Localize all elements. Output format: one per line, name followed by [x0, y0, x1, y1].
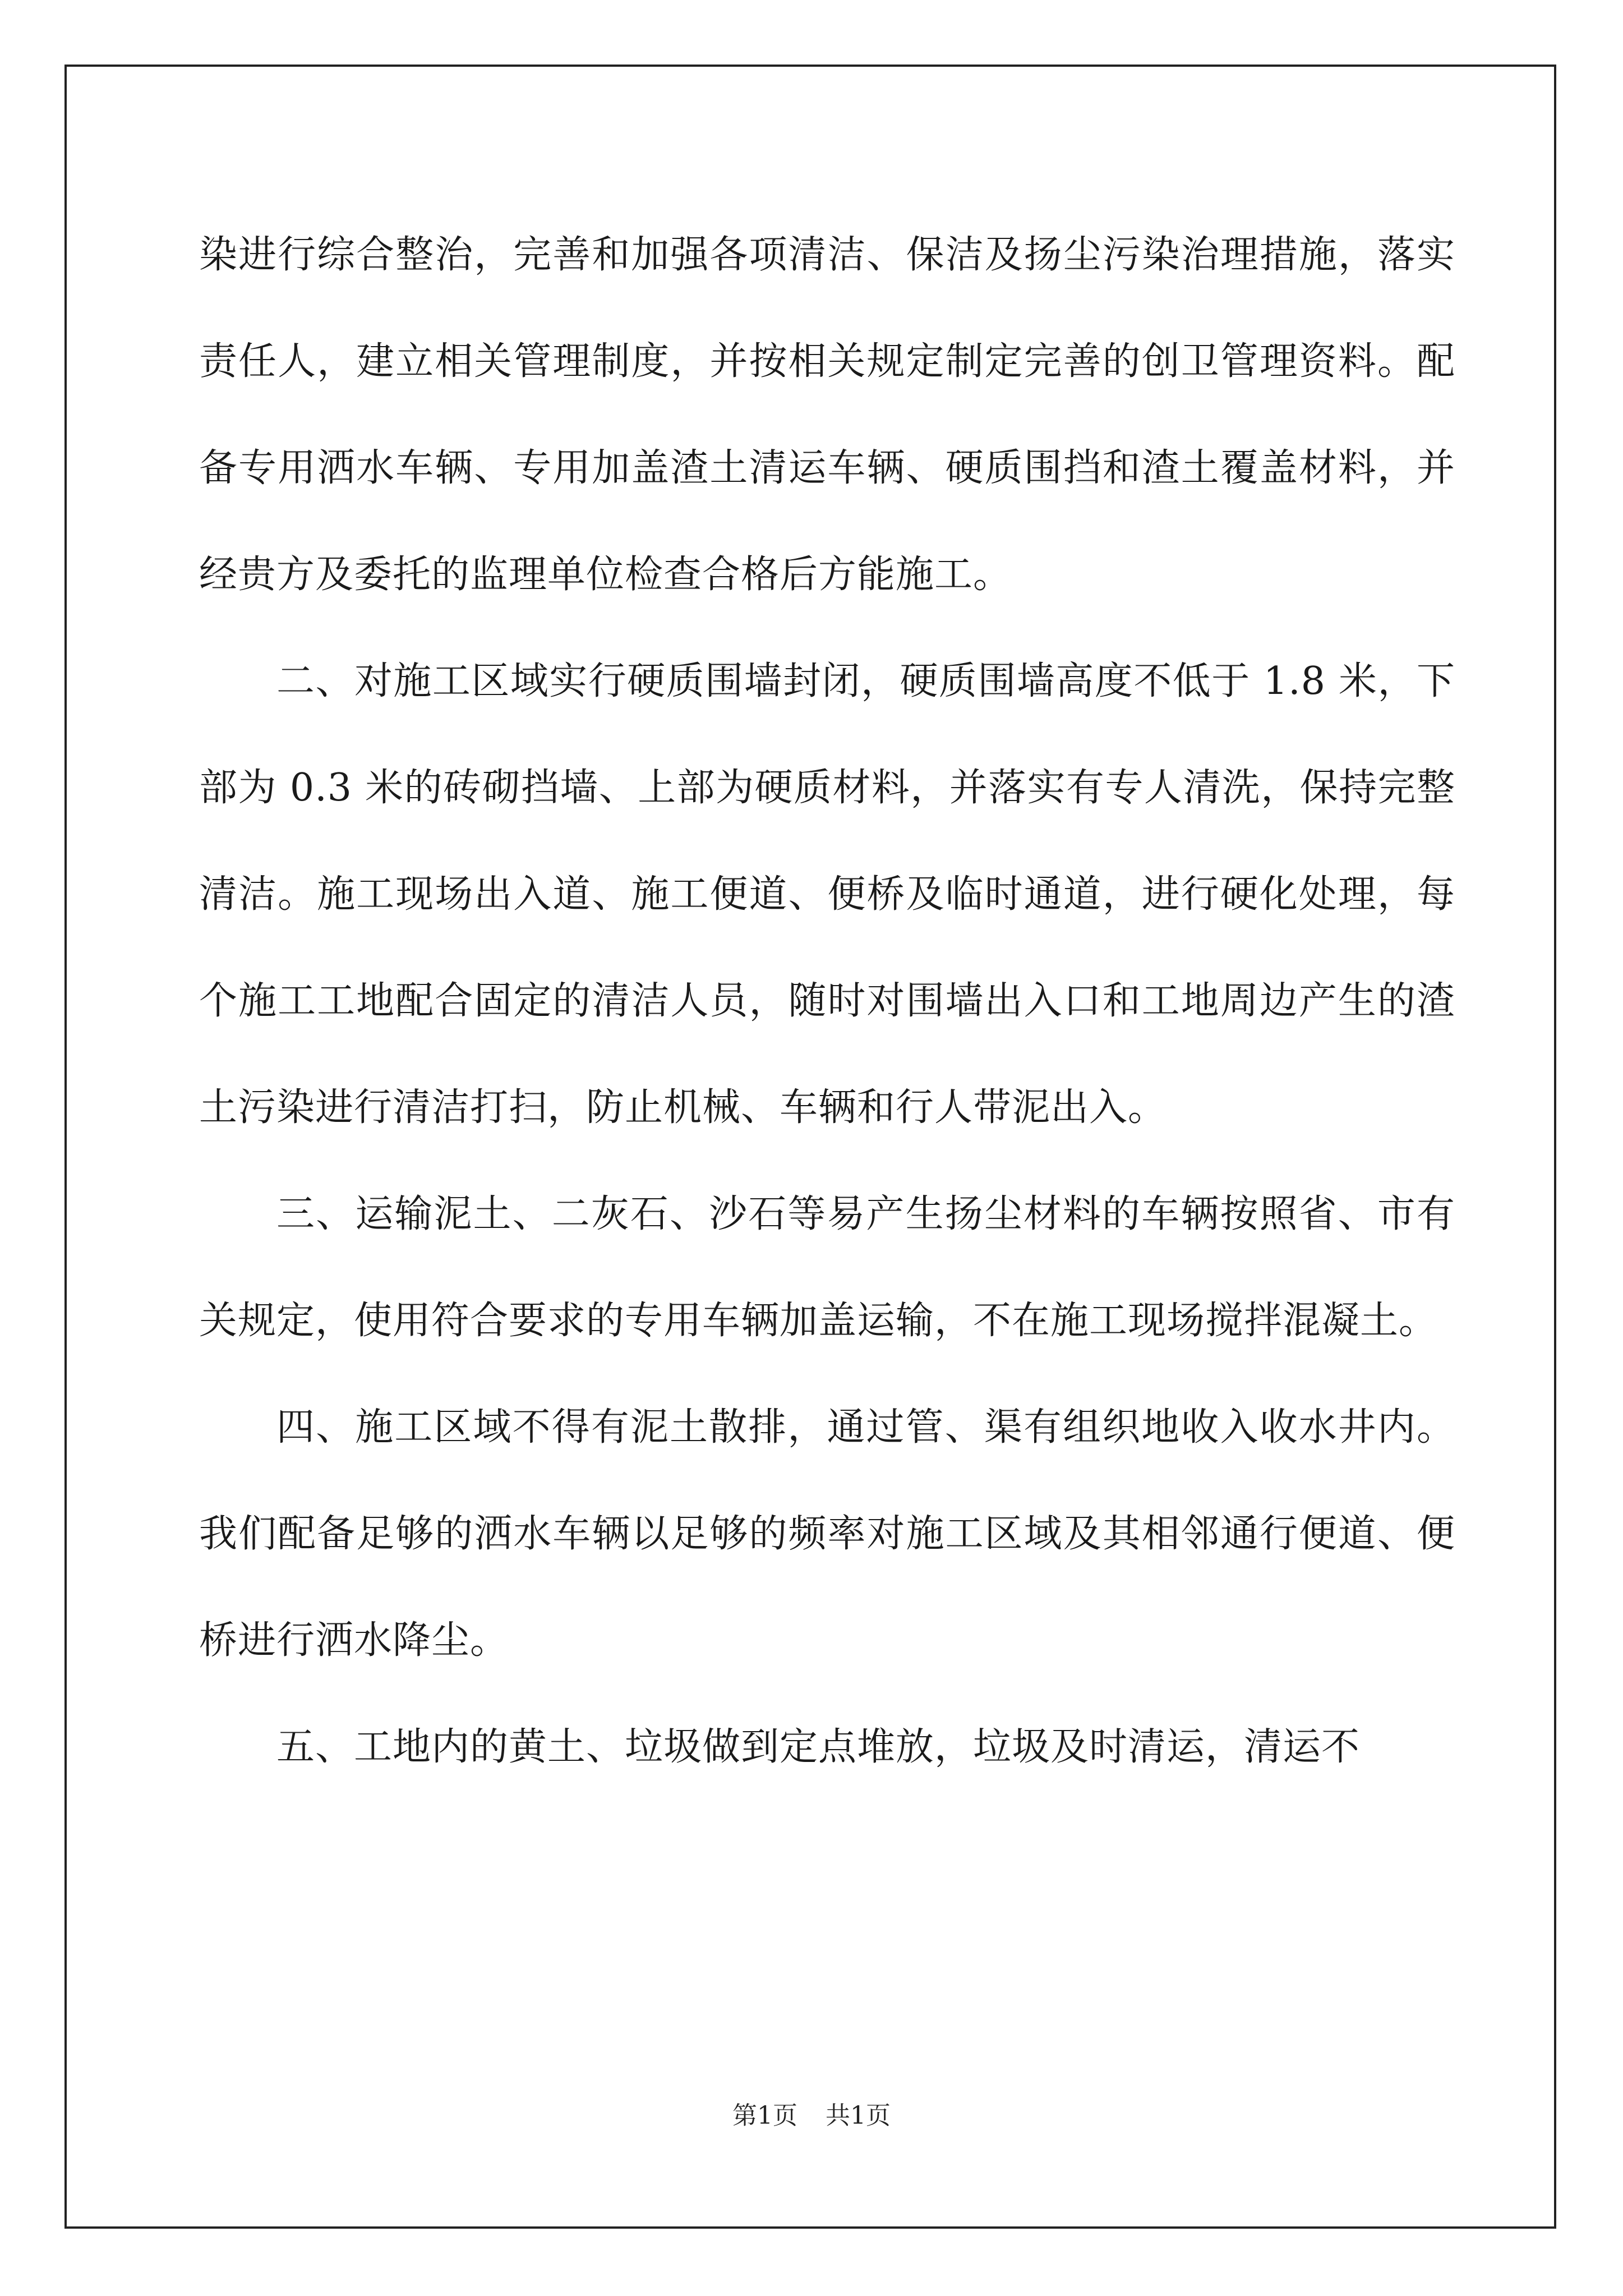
document-body [199, 202, 1455, 1801]
paragraph-3: 三、运输泥土、二灰石、沙石等易产生扬尘材料的车辆按照省、市有关规定，使用符合要求的专用车辆加盖运输，不在施工现场搅拌混凝土。 [199, 1192, 1455, 1343]
page-footer [0, 2095, 1623, 2131]
page-number-current: 第1页 [732, 2101, 797, 2130]
page-number-total: 共1页 [826, 2101, 891, 2130]
paragraph-4: 四、施工区域不得有泥土散排，通过管、渠有组织地收入收水井内。我们配备足够的洒水车辆以足够的频率对施工区域及其相邻通行便道、便桥进行洒水降尘。 [199, 1405, 1455, 1663]
paragraph-2: 二、对施工区域实行硬质围墙封闭，硬质围墙高度不低于 1.8 米，下部为 0.3 米的砖砌挡墙、上部为硬质材料，并落实有专人清洗，保持完整清洁。施工现场出入道、施工便道、便桥及临时通道，进行硬化处理，每个施工工地配合固定的清洁人员，随时对围墙出入口和工地周边产生的渣土污染进行清洁打扫，防止机械、车辆和行人带泥出入。 [199, 659, 1455, 1130]
paragraph-5: 五、工地内的黄土、垃圾做到定点堆放，垃圾及时清运，清运不 [276, 1725, 1361, 1769]
paragraph-1: 染进行综合整治，完善和加强各项清洁、保洁及扬尘污染治理措施，落实责任人，建立相关管理制度，并按相关规定制定完善的创卫管理资料。配备专用洒水车辆、专用加盖渣土清运车辆、硬质围挡和渣土覆盖材料，并经贵方及委托的监理单位检查合格后方能施工。 [199, 233, 1455, 597]
